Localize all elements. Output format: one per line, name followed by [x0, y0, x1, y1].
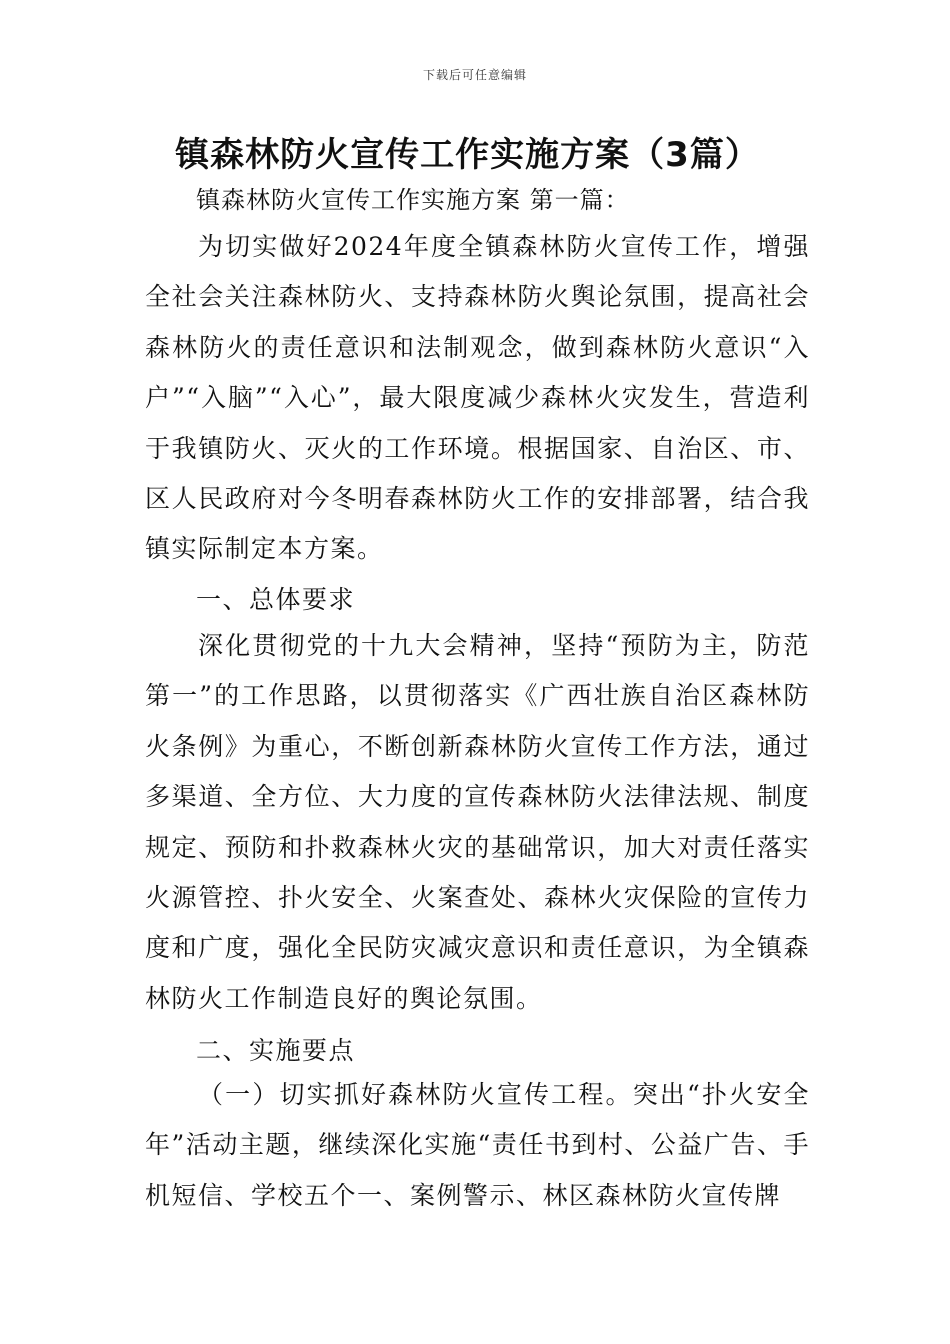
intro-paragraph: 为切实做好2024年度全镇森林防火宣传工作，增强全社会关注森林防火、支持森林防火舆论氛围，提高社会森林防火的责任意识和法制观念，做到森林防火意识“入户”“入脑”“入心”，最大限度减少森林火灾发生，营造利于我镇防火、灭火的工作环境。根据国家、自治区、市、区人民政府对今冬明春森林防火工作的安排部署，结合我镇实际制定本方案。	[145, 232, 810, 564]
overall-requirements-paragraph: 深化贯彻党的十九大会精神，坚持“预防为主，防范第一”的工作思路，以贯彻落实《广西壮族自治区森林防火条例》为重心，不断创新森林防火宣传工作方法，通过多渠道、全方位、大力度的宣传森林防火法律法规、制度规定、预防和扑救森林火灾的基础常识，加大对责任落实火源管控、扑火安全、火案查处、森林火灾保险的宣传力度和广度，强化全民防灾减灾意识和责任意识，为全镇森林防火工作制造良好的舆论氛围。	[145, 631, 810, 1013]
implementation-points-paragraph: （一）切实抓好森林防火宣传工程。突出“扑火安全年”活动主题，继续深化实施“责任书到村、公益广告、手机短信、学校五个一、案例警示、林区森林防火宣传牌	[145, 1080, 810, 1210]
section-heading-overall-requirements: 一、总体要求	[196, 585, 356, 614]
section-heading-implementation-points: 二、实施要点	[196, 1036, 356, 1065]
document-title: 镇森林防火宣传工作实施方案（3篇）	[175, 135, 760, 175]
page-header-note: 下载后可任意编辑	[422, 68, 527, 82]
document-subtitle: 镇森林防火宣传工作实施方案 第一篇：	[196, 186, 630, 214]
